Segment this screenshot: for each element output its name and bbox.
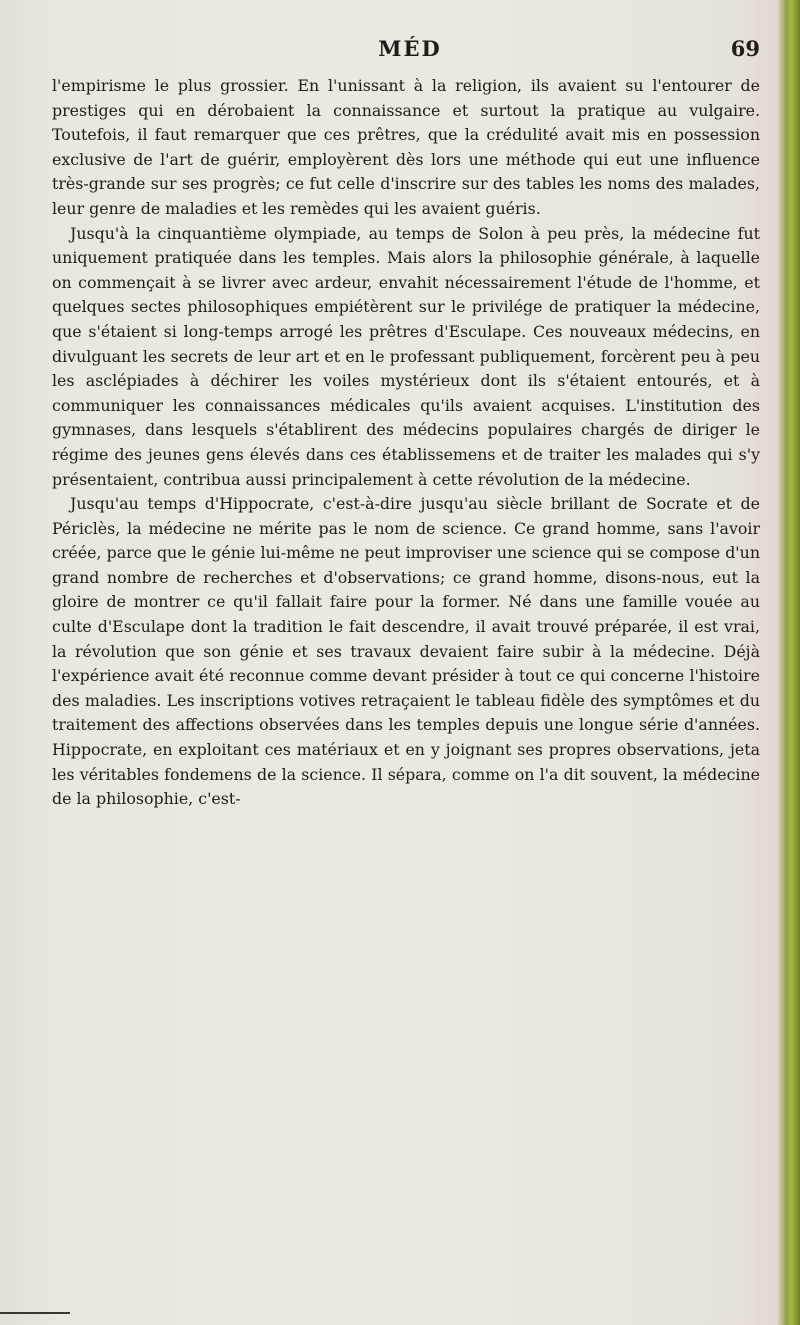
bottom-rule bbox=[0, 1312, 70, 1314]
paragraph-1: l'empirisme le plus grossier. En l'unissant à la religion, ils avaient su l'entourer de prestiges qui en dérobaient la connaissance et surtout la pratique au vulgaire. Toutefois, il faut remarquer que ces prêtres, que la crédulité avait mis en possession exclusive de l'art de guérir, employèrent dès lors une méthode qui eut une influence très-grande sur ses progrès; ce fut celle d'inscrire sur des tables les noms des malades, leur genre de maladies et les remèdes qui les avaient guéris. bbox=[52, 76, 760, 218]
page-number: 69 bbox=[730, 36, 760, 61]
body-text bbox=[52, 74, 760, 812]
paragraph-2: Jusqu'à la cinquantième olympiade, au temps de Solon à peu près, la médecine fut uniquement pratiquée dans les temples. Mais alors la philosophie générale, à laquelle on commençait à se livrer avec ardeur, envahit nécessairement l'étude de l'homme, et quelques sectes philosophiques empiétèrent sur le privilége de pratiquer la médecine, que s'étaient si long-temps arrogé les prêtres d'Esculape. Ces nouveaux médecins, en divulguant les secrets de leur art et en le professant publiquement, forcèrent peu à peu les asclépiades à déchirer les voiles mystérieux dont ils s'étaient entourés, et à communiquer les connaissances médicales qu'ils avaient acquises. L'institution des gymnases, dans lesquels s'établirent des médecins populaires chargés de diriger le régime des jeunes gens élevés dans ces établissemens et de traiter les malades qui s'y présentaient, contribua aussi principalement à cette révolution de la médecine. bbox=[52, 223, 760, 489]
page-header bbox=[60, 36, 760, 66]
binding-edge bbox=[778, 0, 800, 1325]
running-head: MÉD bbox=[378, 36, 442, 61]
paragraph-3: Jusqu'au temps d'Hippocrate, c'est-à-dire jusqu'au siècle brillant de Socrate et de Périclès, la médecine ne mérite pas le nom de science. Ce grand homme, sans l'avoir créée, parce que le génie lui-même ne peut improviser une science qui se compose d'un grand nombre de recherches et d'observations; ce grand homme, disons-nous, eut la gloire de montrer ce qu'il fallait faire pour la former. Né dans une famille vouée au culte d'Esculape dont la tradition le fait descendre, il avait trouvé préparée, il est vrai, la révolution que son génie et ses travaux devaient faire subir à la médecine. Déjà l'expérience avait été reconnue comme devant présider à tout ce qui concerne l'histoire des maladies. Les inscriptions votives retraçaient le tableau fidèle des symptômes et du traitement des affections observées dans les temples depuis une longue série d'années. Hippocrate, en exploitant ces matériaux et en y joignant ses propres observations, jeta les véritables fondemens de la science. Il sépara, comme on l'a dit souvent, la médecine de la philosophie, c'est- bbox=[52, 494, 760, 809]
